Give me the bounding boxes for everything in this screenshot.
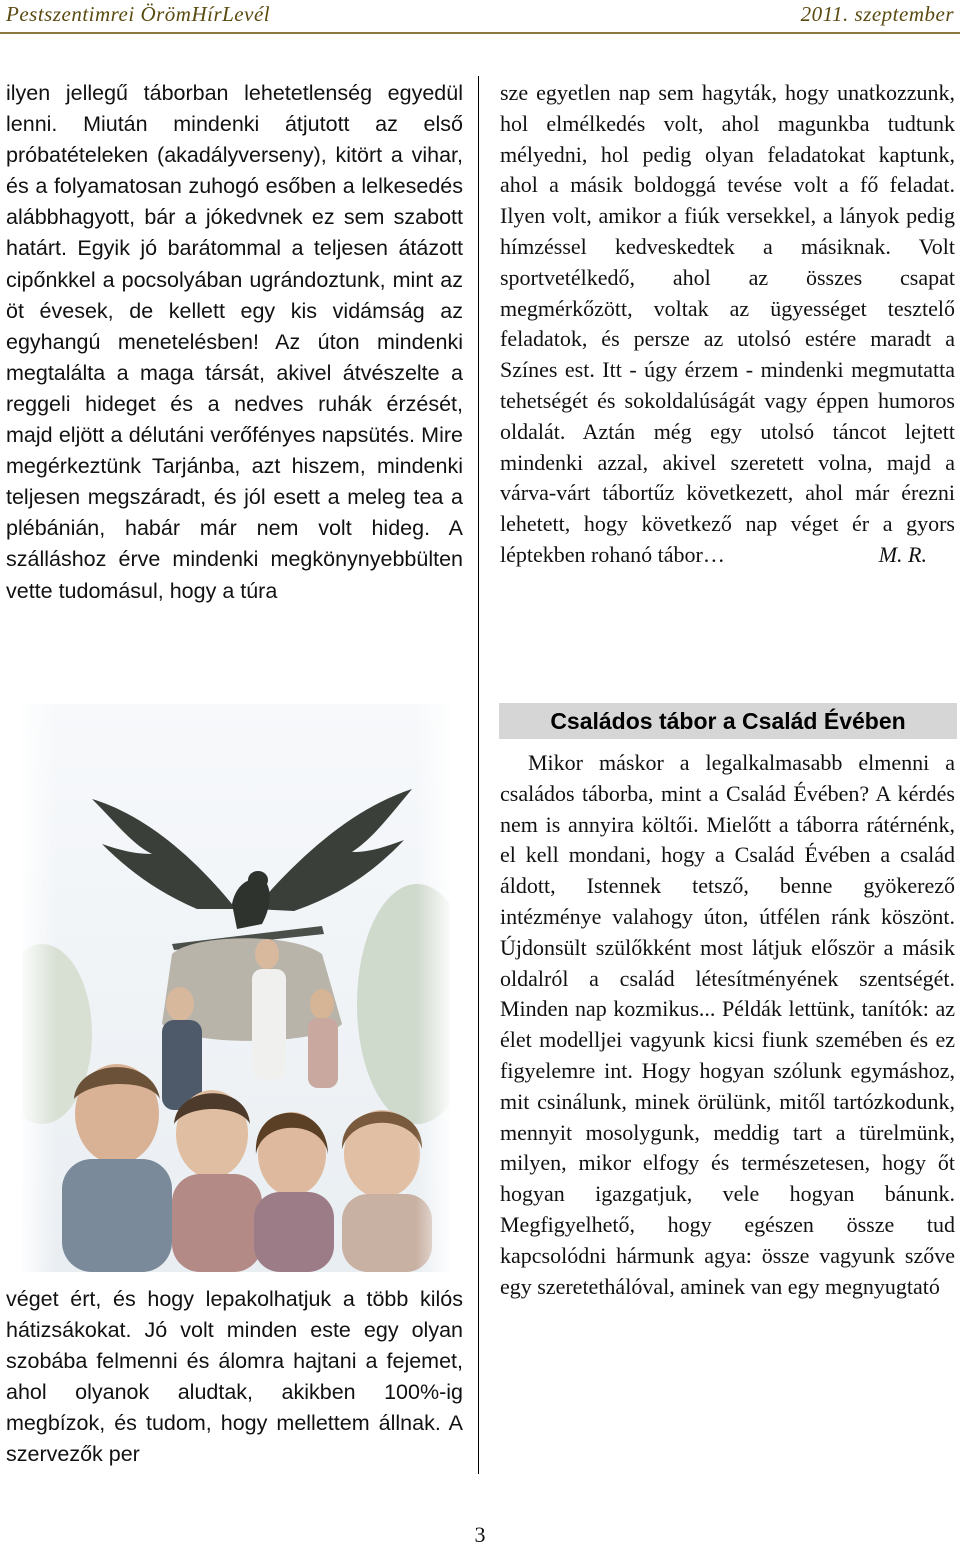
left-column (6, 78, 463, 607)
photo-illustration (22, 704, 450, 1272)
page-header (0, 0, 960, 36)
page-number: 3 (474, 1522, 486, 1547)
left-column-bottom-text: véget ért, és hogy lepakolhatjuk a több kilós hátizsákokat. Jó volt minden este egy olyan szobába felmenni és álomra hajtani a fejemet, ahol olyanok aludtak, akikben 100%-ig megbízok, és tudom, hogy mellettem állnak. A szervezők per (6, 1287, 463, 1467)
right-column-top-body: sze egyetlen nap sem hagyták, hogy unatkozzunk, hol elmélkedés volt, ahol magunkba tudtunk mélyedni, hol pedig olyan feladatokat kaptunk, ahol a másik boldoggá tevése volt a fő feladat. Ilyen volt, amikor a fiúk versekkel, a lányok pedig hímzéssel kedveskedtek a másiknak. Volt sportvetélkedő, ahol az összes csapat megmérkőzött, voltak az ügyességet tesztelő feladatok, és persze az utolsó estére maradt a Színes est. Itt - úgy érzem - mindenki megmutatta tehetségét és sokoldalúságát vagy éppen humoros oldalát. Aztán még egy utolsó táncot lejtett mindenki azzal, akivel szeretett volna, majd a várva-várt tábortűz következett, ahol már érezni lehetett, hogy következő nap véget ér a gyors léptekben rohanó tábor… (500, 80, 955, 567)
left-column-top-text: ilyen jellegű táborban lehetetlenség egyedül lenni. Miután mindenki átjutott az első próbatételeken (akadályverseny), kitört a vihar, és a folyamatosan zuhogó esőben a lelkesedés alábbhagyott, bár a jókedvnek ez sem szabott határt. Egyik jó barátommal a teljesen átázott cipőnkkel a pocsolyában ugrándoztunk, mint az öt évesek, de kellett egy kis vidámság az egyhangú menetelésben! Az úton mindenki megtalálta a maga társát, akivel átvészelte a reggeli hideget és a nedves ruhák érzését, majd eljött a délutáni verőfényes napsütés. Mire megérkeztünk Tarjánba, azt hiszem, mindenki teljesen megszáradt, és jól esett a meleg tea a plébánián, habár már nem volt hideg. A szálláshoz érve mindenki megkönynyebbülten vette tudomásul, hogy a túra (6, 81, 463, 603)
left-column-continued (6, 1284, 463, 1471)
article-signature: M. R. (878, 541, 927, 567)
family-camp-text: Mikor máskor a legalkalmasabb elmenni a családos táborba, mint a Család Évében? A kérdés nem is annyira költői. Mielőtt a táborra rátérnénk, el kell mondani, hogy a Család Évében a család áldott, Istennek tetsző, benne gyökerező intézménye valahogy úton, útfélen ránk köszönt. Újdonsült szülőkként most látjuk először a másik oldalról a család létesítményének szentségét. Minden nap kozmikus... Példák lettünk, tanítók: az élet modelljei vagyunk kicsi fiunk szemében és ez figyelemre int. Hogy hogyan szólunk egymáshoz, mit csinálunk, minek örülünk, mitől tartózkodunk, mennyit mosolygunk, meddig tart a türelmünk, milyen, mikor elfogy és természetesen, hogy őt hogyan igazgatjuk, vele hogyan bánunk. Megfigyelhető, hogy egészen össze tud kapcsolódni hármunk agya: össze vagyunk szőve egy szeretethálóval, aminek van egy megnyugtató (500, 750, 955, 1299)
column-divider (478, 76, 479, 1474)
issue-date: 2011. szeptember (800, 2, 954, 26)
group-photo-turul-statue (22, 704, 450, 1272)
header-rule (0, 32, 960, 34)
section-heading: Családos tábor a Család Évében (499, 703, 957, 739)
family-camp-article (500, 748, 955, 1302)
publication-title: Pestszentimrei ÖrömHírLevél (6, 2, 271, 26)
right-column-top-text (500, 78, 955, 571)
right-column (500, 78, 955, 571)
